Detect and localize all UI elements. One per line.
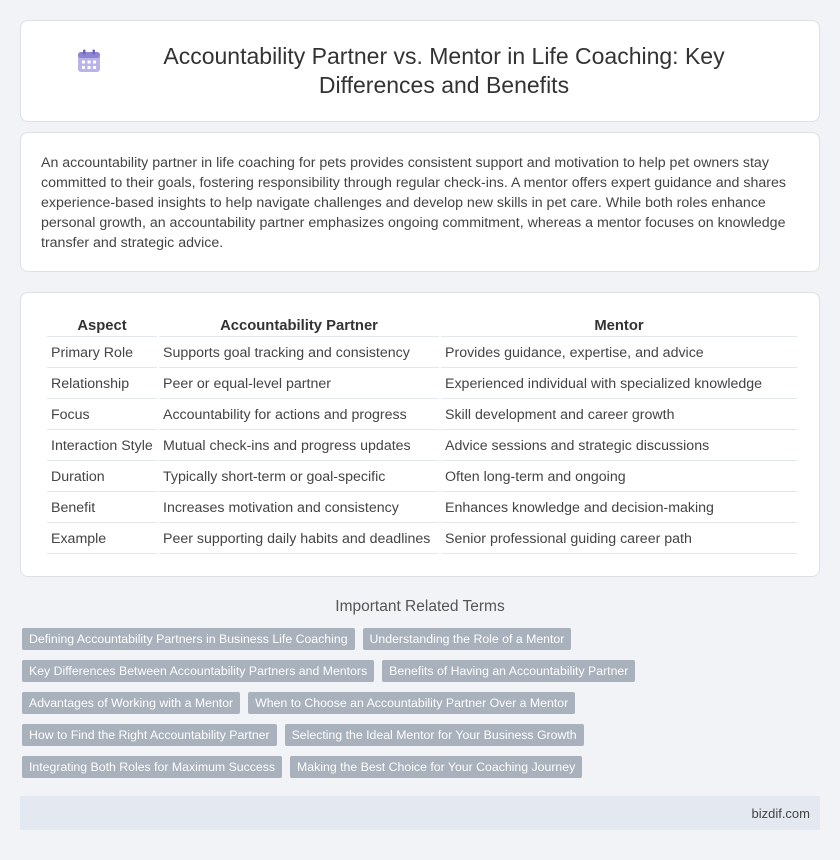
tag-link[interactable]: Understanding the Role of a Mentor: [363, 628, 572, 650]
table-cell: Typically short-term or goal-specific: [159, 463, 439, 492]
table-cell: Peer or equal-level partner: [159, 370, 439, 399]
table-row: [47, 339, 797, 368]
table-cell: Supports goal tracking and consistency: [159, 339, 439, 368]
header-mentor: Mentor: [441, 315, 797, 337]
tag-link[interactable]: How to Find the Right Accountability Partner: [22, 724, 277, 746]
tag-link[interactable]: When to Choose an Accountability Partner Over a Mentor: [248, 692, 575, 714]
table-cell: Relationship: [47, 370, 157, 399]
table-row: [47, 401, 797, 430]
table-row: [47, 432, 797, 461]
related-terms-tags: [22, 628, 642, 778]
intro-paragraph: An accountability partner in life coaching for pets provides consistent support and motivation to help pet owners stay committed to their goals, fostering responsibility through regular check-ins. A mentor offers expert guidance and shares experience-based insights to help navigate challenges and develop new skills in pet care. While both roles enhance personal growth, an accountability partner emphasizes ongoing commitment, whereas a mentor focuses on knowledge transfer and strategic advice.: [41, 155, 786, 251]
related-terms-heading: Important Related Terms: [335, 598, 505, 615]
table-cell: Senior professional guiding career path: [441, 525, 797, 554]
table-cell: Advice sessions and strategic discussions: [441, 432, 797, 461]
intro-card: [20, 132, 820, 272]
comparison-card: [20, 292, 820, 577]
table-cell: Mutual check-ins and progress updates: [159, 432, 439, 461]
table-row: [47, 370, 797, 399]
table-cell: Accountability for actions and progress: [159, 401, 439, 430]
table-row: [47, 463, 797, 492]
table-cell: Provides guidance, expertise, and advice: [441, 339, 797, 368]
calendar-icon: [76, 48, 102, 74]
table-cell: Skill development and career growth: [441, 401, 797, 430]
table-cell: Often long-term and ongoing: [441, 463, 797, 492]
table-header-row: [47, 315, 797, 337]
title-wrap: [70, 42, 770, 100]
footer: [20, 796, 820, 830]
table-row: [47, 525, 797, 554]
table-cell: Primary Role: [47, 339, 157, 368]
tag-link[interactable]: Defining Accountability Partners in Business Life Coaching: [22, 628, 355, 650]
header-accountability-partner: Accountability Partner: [159, 315, 439, 337]
comparison-table: [45, 313, 799, 556]
tag-link[interactable]: Making the Best Choice for Your Coaching Journey: [290, 756, 582, 778]
table-cell: Benefit: [47, 494, 157, 523]
page-title: Accountability Partner vs. Mentor in Life Coaching: Key Differences and Benefits: [163, 43, 725, 98]
tag-link[interactable]: Advantages of Working with a Mentor: [22, 692, 240, 714]
table-cell: Experienced individual with specialized knowledge: [441, 370, 797, 399]
table-cell: Example: [47, 525, 157, 554]
tag-link[interactable]: Benefits of Having an Accountability Partner: [382, 660, 635, 682]
table-cell: Focus: [47, 401, 157, 430]
table-row: [47, 494, 797, 523]
table-cell: Peer supporting daily habits and deadlines: [159, 525, 439, 554]
table-cell: Interaction Style: [47, 432, 157, 461]
tag-link[interactable]: Integrating Both Roles for Maximum Success: [22, 756, 282, 778]
tag-link[interactable]: Key Differences Between Accountability Partners and Mentors: [22, 660, 374, 682]
tag-link[interactable]: Selecting the Ideal Mentor for Your Business Growth: [285, 724, 584, 746]
title-card: [20, 20, 820, 122]
header-aspect: Aspect: [47, 315, 157, 337]
footer-brand[interactable]: bizdif.com: [751, 805, 810, 821]
table-cell: Enhances knowledge and decision-making: [441, 494, 797, 523]
table-cell: Increases motivation and consistency: [159, 494, 439, 523]
table-cell: Duration: [47, 463, 157, 492]
